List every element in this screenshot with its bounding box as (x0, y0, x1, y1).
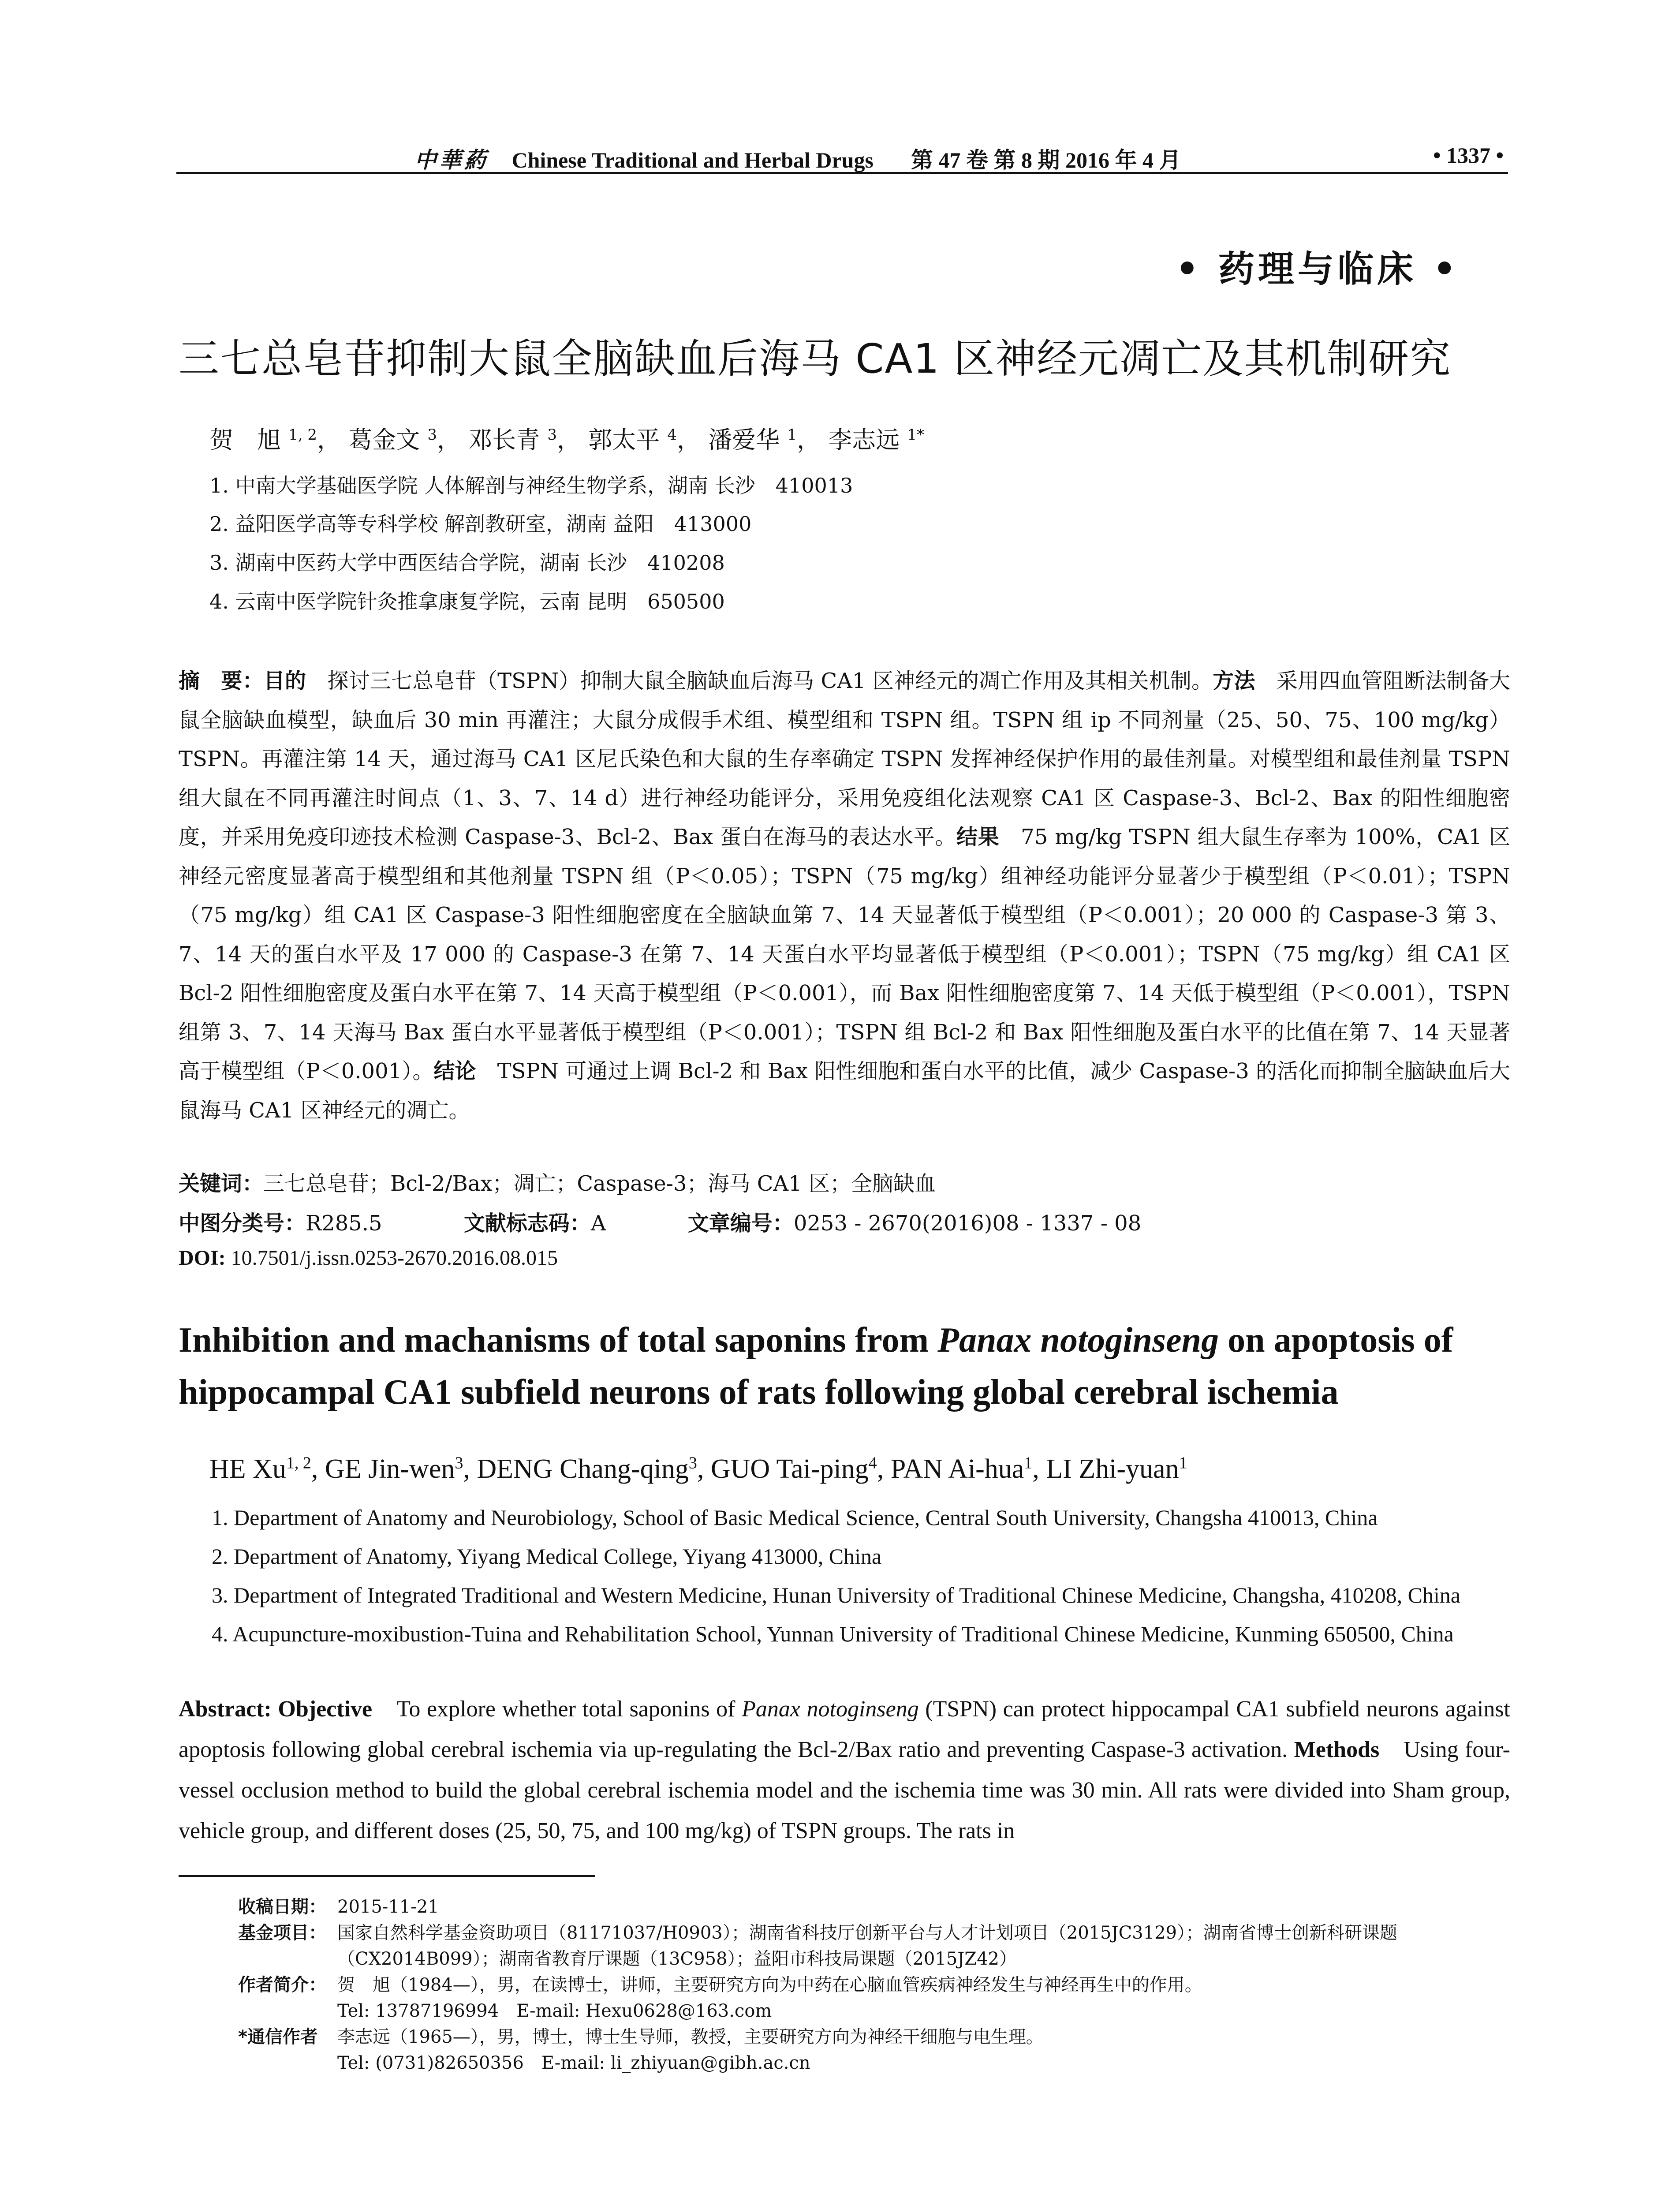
conclusion-text: TSPN 可通过上调 Bcl-2 和 Bax 阳性细胞和蛋白水平的比值，减少 Caspase-3 的活化而抑制全脑缺血后大鼠海马 CA1 区神经元的凋亡。 (179, 1059, 1510, 1123)
journal-issue: 第 47 卷 第 8 期 2016 年 4 月 (911, 148, 1181, 172)
title-en (179, 1314, 1523, 1418)
conclusion-label: 结论 (433, 1059, 476, 1084)
clc-label: 中图分类号： (179, 1211, 306, 1236)
abstract-cn (179, 662, 1510, 1130)
authors-cn: 贺 旭 $^{1, 2}$， 葛金文 $^3$， 邓长青 $^3$， 郭太平 $^4$， 潘爱华 $^1$， 李志远 $^{1*}$ (209, 426, 924, 454)
footnote-author: 作者简介： 贺 旭（1984—），男，在读博士，讲师，主要研究方向为中药在心脑血管疾病神经发生与神经再生中的作用。 Tel: 13787196994 E-mail: Hexu0628@163.com (238, 1975, 1202, 2021)
results-text: 75 mg/kg TSPN 组大鼠生存率为 100%，CA1 区神经元密度显著高于模型组和其他剂量 TSPN 组（P＜0.05）；TSPN（75 mg/kg）组神经功能评分显著少于模型组（P＜0.01）；TSPN（75 mg/kg）组 CA1 区 Caspase-3 阳性细胞密度在全脑缺血第 7、14 天显著低于模型组（P＜0.001）；20 000 的 Caspase-3 第 3、7、14 天的蛋白水平及 17 000 的 Caspase-3 在第 7、14 天蛋白水平均显著低于模型组（P＜0.001）；TSPN（75 mg/kg）组 CA1 区 Bcl-2 阳性细胞密度及蛋白水平在第 7、14 天高于模型组（P＜0.001），而 Bax 阳性细胞密度第 7、14 天低于模型组（P＜0.001），TSPN 组第 3、7、14 天海马 Bax 蛋白水平显著低于模型组（P＜0.001）；TSPN 组 Bcl-2 和 Bax 阳性细胞及蛋白水平的比值在第 7、14 天显著高于模型组（P＜0.001）。 (179, 825, 1510, 1084)
footnote-received: 收稿日期： 2015-11-21 (238, 1897, 439, 1917)
doc-code-label: 文献标志码： (463, 1211, 591, 1236)
objective-label: 目的 (263, 669, 306, 693)
affiliation-cn: 4. 云南中医学院针灸推拿康复学院，云南 昆明 650500 (209, 590, 725, 613)
doi-label: DOI: (179, 1246, 226, 1270)
journal-logo-text: 中華葯 (414, 148, 489, 172)
objective-en-text: (TSPN) can protect hippocampal CA1 subfield neurons against apoptosis following global cerebral ischemia via up-regulating the Bcl-2/Bax ratio and preventing Caspase-3 activation. (179, 1697, 1510, 1762)
doc-code-value: A (590, 1211, 606, 1236)
author-cn: 贺 旭 $^{1, 2}$ (209, 426, 317, 454)
methods-en-label: Methods (1294, 1737, 1380, 1762)
author-en: GUO Tai-ping$^4$ (710, 1454, 877, 1484)
article-no-value: 0253 - 2670(2016)08 - 1337 - 08 (793, 1211, 1142, 1236)
keywords-label: 关键词： (179, 1171, 264, 1196)
running-header (176, 139, 1508, 174)
keywords-cn (179, 1166, 936, 1197)
affiliation-en: 2. Department of Anatomy, Yiyang Medical College, Yiyang 413000, China (212, 1544, 882, 1569)
keywords-value: 三七总皂苷；Bcl-2/Bax；凋亡；Caspase-3；海马 CA1 区；全脑缺血 (263, 1171, 936, 1196)
methods-en-text: Using four-vessel occlusion method to build the global cerebral ischemia model and the ischemia time was 30 min. All rats were divided into Sham group, vehicle group, and different doses (25, 50, 75, and 100 mg/kg) of TSPN groups. The rats in (179, 1737, 1511, 1843)
title-en-part: on apoptosis of hippocampal CA1 subfield neurons of rats following global cerebral ischemia (179, 1321, 1453, 1412)
footnotes (238, 1894, 1504, 2076)
abstract-en-label: Abstract: (179, 1697, 272, 1722)
abstract-label: 摘 要： (179, 669, 264, 693)
title-cn: 三七总皂苷抑制大鼠全脑缺血后海马 CA1 区神经元凋亡及其机制研究 (179, 335, 1452, 382)
objective-en-label: Objective (278, 1697, 373, 1722)
journal-name: Chinese Traditional and Herbal Drugs (511, 148, 874, 172)
title-en-part: Inhibition and machanisms of total saponins from (179, 1321, 938, 1360)
authors-en: HE Xu$^{1, 2}$, GE Jin-wen$^3$, DENG Chang-qing$^3$, GUO Tai-ping$^4$, PAN Ai-hua$^1$, LI Zhi-yuan$^1$ (209, 1454, 1187, 1484)
objective-text: 探讨三七总皂苷（TSPN）抑制大鼠全脑缺血后海马 CA1 区神经元的凋亡作用及其相关机制。 (306, 669, 1213, 693)
author-cn: 邓长青 $^3$ (468, 426, 557, 454)
objective-en-species: Panax notoginseng (742, 1697, 919, 1722)
affiliation-en: 1. Department of Anatomy and Neurobiology, School of Basic Medical Science, Central South University, Changsha 410013, China (212, 1505, 1378, 1530)
author-en: LI Zhi-yuan$^1$ (1046, 1454, 1187, 1484)
doi-line (179, 1246, 558, 1270)
footnote-divider (179, 1875, 595, 1877)
author-en: PAN Ai-hua$^1$ (890, 1454, 1033, 1484)
title-en-species: Panax notoginseng (937, 1321, 1219, 1360)
doi-value: 10.7501/j.issn.0253-2670.2016.08.015 (225, 1246, 558, 1270)
affiliation-cn: 3. 湖南中医药大学中西医结合学院，湖南 长沙 410208 (209, 551, 725, 575)
classification-line (179, 1206, 1141, 1237)
footnote-corresponding: *通信作者 李志远（1965—），男，博士，博士生导师，教授，主要研究方向为神经干细胞与电生理。 Tel: (0731)82650356 E-mail: li_zhiyuan@gibh.ac.cn (238, 2027, 1044, 2073)
author-cn: 李志远 $^{1*}$ (828, 426, 924, 454)
author-en: DENG Chang-qing$^3$ (477, 1454, 697, 1484)
affiliation-cn: 1. 中南大学基础医学院 人体解剖与神经生物学系，湖南 长沙 410013 (209, 474, 853, 497)
footnote-funding: 基金项目： 国家自然科学基金资助项目（81171037/H0903）；湖南省科技厅创新平台与人才计划项目（2015JC3129）；湖南省博士创新科研课题（CX2014B099）；湖南省教育厅课题（13C958）；益阳市科技局课题（2015JZ42） (238, 1923, 1397, 1969)
author-en: GE Jin-wen$^3$ (325, 1454, 463, 1484)
clc-value: R285.5 (306, 1211, 382, 1236)
abstract-en (179, 1689, 1510, 1851)
article-no-label: 文章编号： (687, 1211, 794, 1236)
journal-line (414, 142, 1181, 174)
page-number: • 1337 • (1433, 143, 1504, 168)
author-cn: 潘爱华 $^1$ (708, 426, 797, 454)
author-en: HE Xu$^{1, 2}$ (209, 1454, 311, 1484)
author-cn: 葛金文 $^3$ (348, 426, 437, 454)
objective-en-text: To explore whether total saponins of (372, 1697, 742, 1722)
affiliation-en: 4. Acupuncture-moxibustion-Tuina and Rehabilitation School, Yunnan University of Traditional Chinese Medicine, Kunming 650500, China (212, 1622, 1454, 1646)
affiliation-en: 3. Department of Integrated Traditional and Western Medicine, Hunan University of Traditional Chinese Medicine, Changsha, 410208, China (212, 1583, 1461, 1607)
section-tag: • 药理与临床 • (1176, 248, 1460, 290)
methods-label: 方法 (1213, 669, 1255, 693)
affiliation-cn: 2. 益阳医学高等专科学校 解剖教研室，湖南 益阳 413000 (209, 512, 752, 536)
results-label: 结果 (956, 825, 1000, 849)
methods-text: 采用四血管阻断法制备大鼠全脑缺血模型，缺血后 30 min 再灌注；大鼠分成假手术组、模型组和 TSPN 组。TSPN 组 ip 不同剂量（25、50、75、100 mg/kg）TSPN。再灌注第 14 天，通过海马 CA1 区尼氏染色和大鼠的生存率确定 TSPN 发挥神经保护作用的最佳剂量。对模型组和最佳剂量 TSPN 组大鼠在不同再灌注时间点（1、3、7、14 d）进行神经功能评分，采用免疫组化法观察 CA1 区 Caspase-3、Bcl-2、Bax 的阳性细胞密度，并采用免疫印迹技术检测 Caspase-3、Bcl-2、Bax 蛋白在海马的表达水平。 (179, 669, 1510, 849)
author-cn: 郭太平 $^4$ (588, 426, 677, 454)
